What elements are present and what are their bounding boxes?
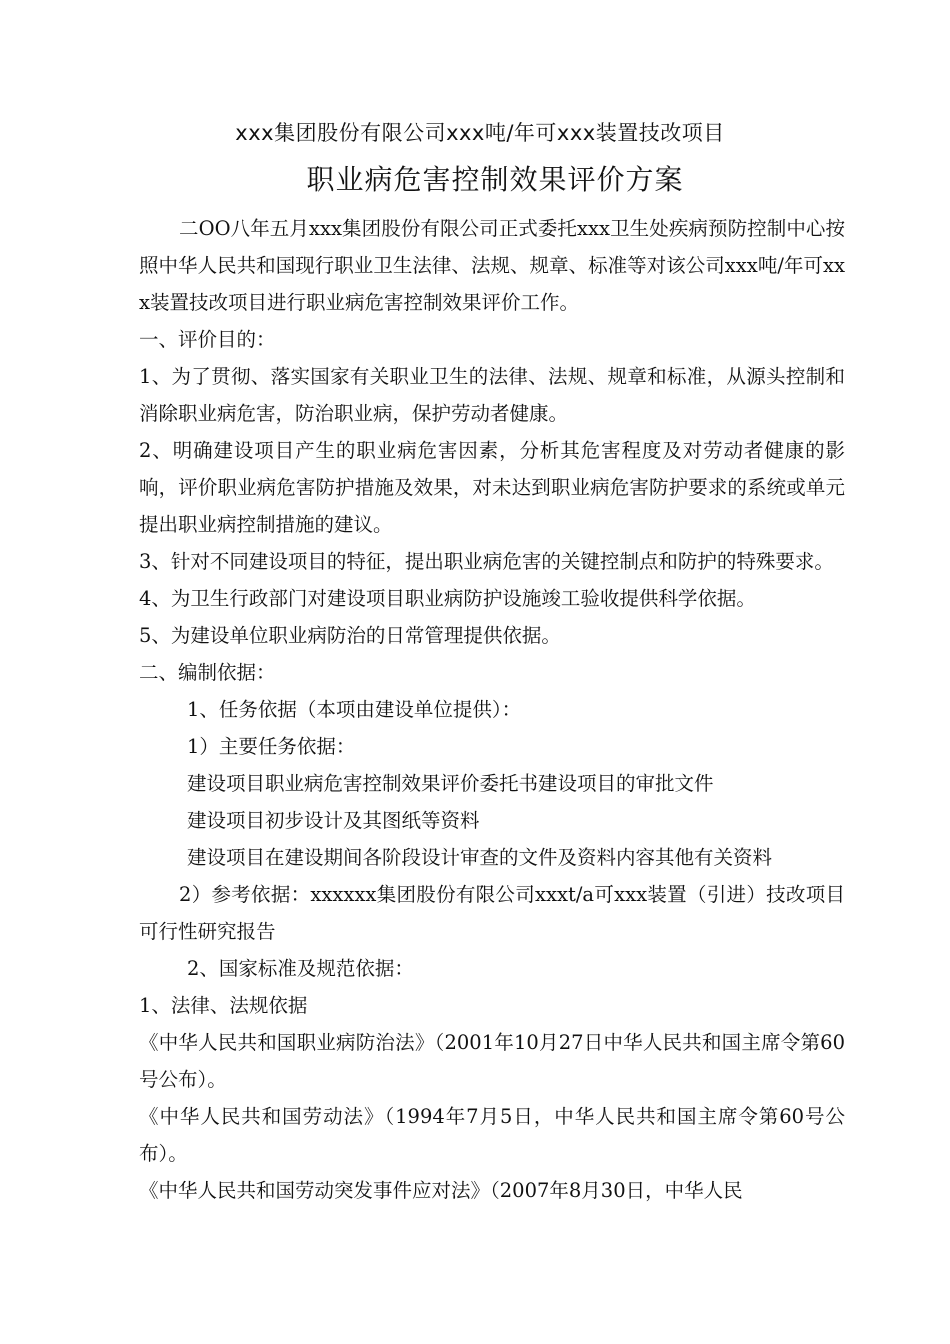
list-item: 2、明确建设项目产生的职业病危害因素，分析其危害程度及对劳动者健康的影响，评价职业病危害防护措施及效果，对未达到职业病危害防护要求的系统或单元提出职业病控制措施的建议。 — [139, 439, 845, 536]
list-item: 建设项目职业病危害控制效果评价委托书建设项目的审批文件 — [187, 772, 714, 795]
list-item: 3、针对不同建设项目的特征，提出职业病危害的关键控制点和防护的特殊要求。 — [139, 550, 834, 573]
list-item: 4、为卫生行政部门对建设项目职业病防护设施竣工验收提供科学依据。 — [139, 587, 756, 610]
law-reference: 《中华人民共和国劳动突发事件应对法》（2007年8月30日，中华人民 — [139, 1179, 743, 1202]
list-item: 1、为了贯彻、落实国家有关职业卫生的法律、法规、规章和标准，从源头控制和消除职业病危害，防治职业病，保护劳动者健康。 — [139, 365, 845, 425]
law-reference: 《中华人民共和国劳动法》（1994年7月5日，中华人民共和国主席令第60号公布）。 — [139, 1105, 845, 1165]
list-item: 2）参考依据：xxxxxx集团股份有限公司xxxt/a可xxx装置（引进）技改项目可行性研究报告 — [139, 883, 845, 943]
section-heading: 二、编制依据： — [139, 661, 276, 684]
document-title: 职业病危害控制效果评价方案 — [306, 163, 684, 196]
document-body — [139, 210, 845, 1209]
section-heading: 1、法律、法规依据 — [139, 994, 308, 1017]
law-reference: 《中华人民共和国职业病防治法》（2001年10月27日中华人民共和国主席令第60号公布）。 — [139, 1031, 845, 1091]
subsection-heading: 1）主要任务依据： — [187, 735, 356, 758]
document-subtitle: xxx集团股份有限公司xxx吨/年可xxx装置技改项目 — [235, 121, 725, 145]
list-item: 5、为建设单位职业病防治的日常管理提供依据。 — [139, 624, 561, 647]
intro-paragraph: 二OO八年五月xxx集团股份有限公司正式委托xxx卫生处疾病预防控制中心按照中华人民共和国现行职业卫生法律、法规、规章、标准等对该公司xxx吨/年可xxx装置技改项目进行职业病危害控制效果评价工作。 — [139, 217, 845, 314]
list-item: 建设项目在建设期间各阶段设计审查的文件及资料内容其他有关资料 — [187, 846, 773, 869]
list-item: 建设项目初步设计及其图纸等资料 — [187, 809, 480, 832]
subsection-heading: 2、国家标准及规范依据： — [187, 957, 414, 980]
section-heading: 一、评价目的： — [139, 328, 276, 351]
subsection-heading: 1、任务依据（本项由建设单位提供）： — [187, 698, 522, 721]
